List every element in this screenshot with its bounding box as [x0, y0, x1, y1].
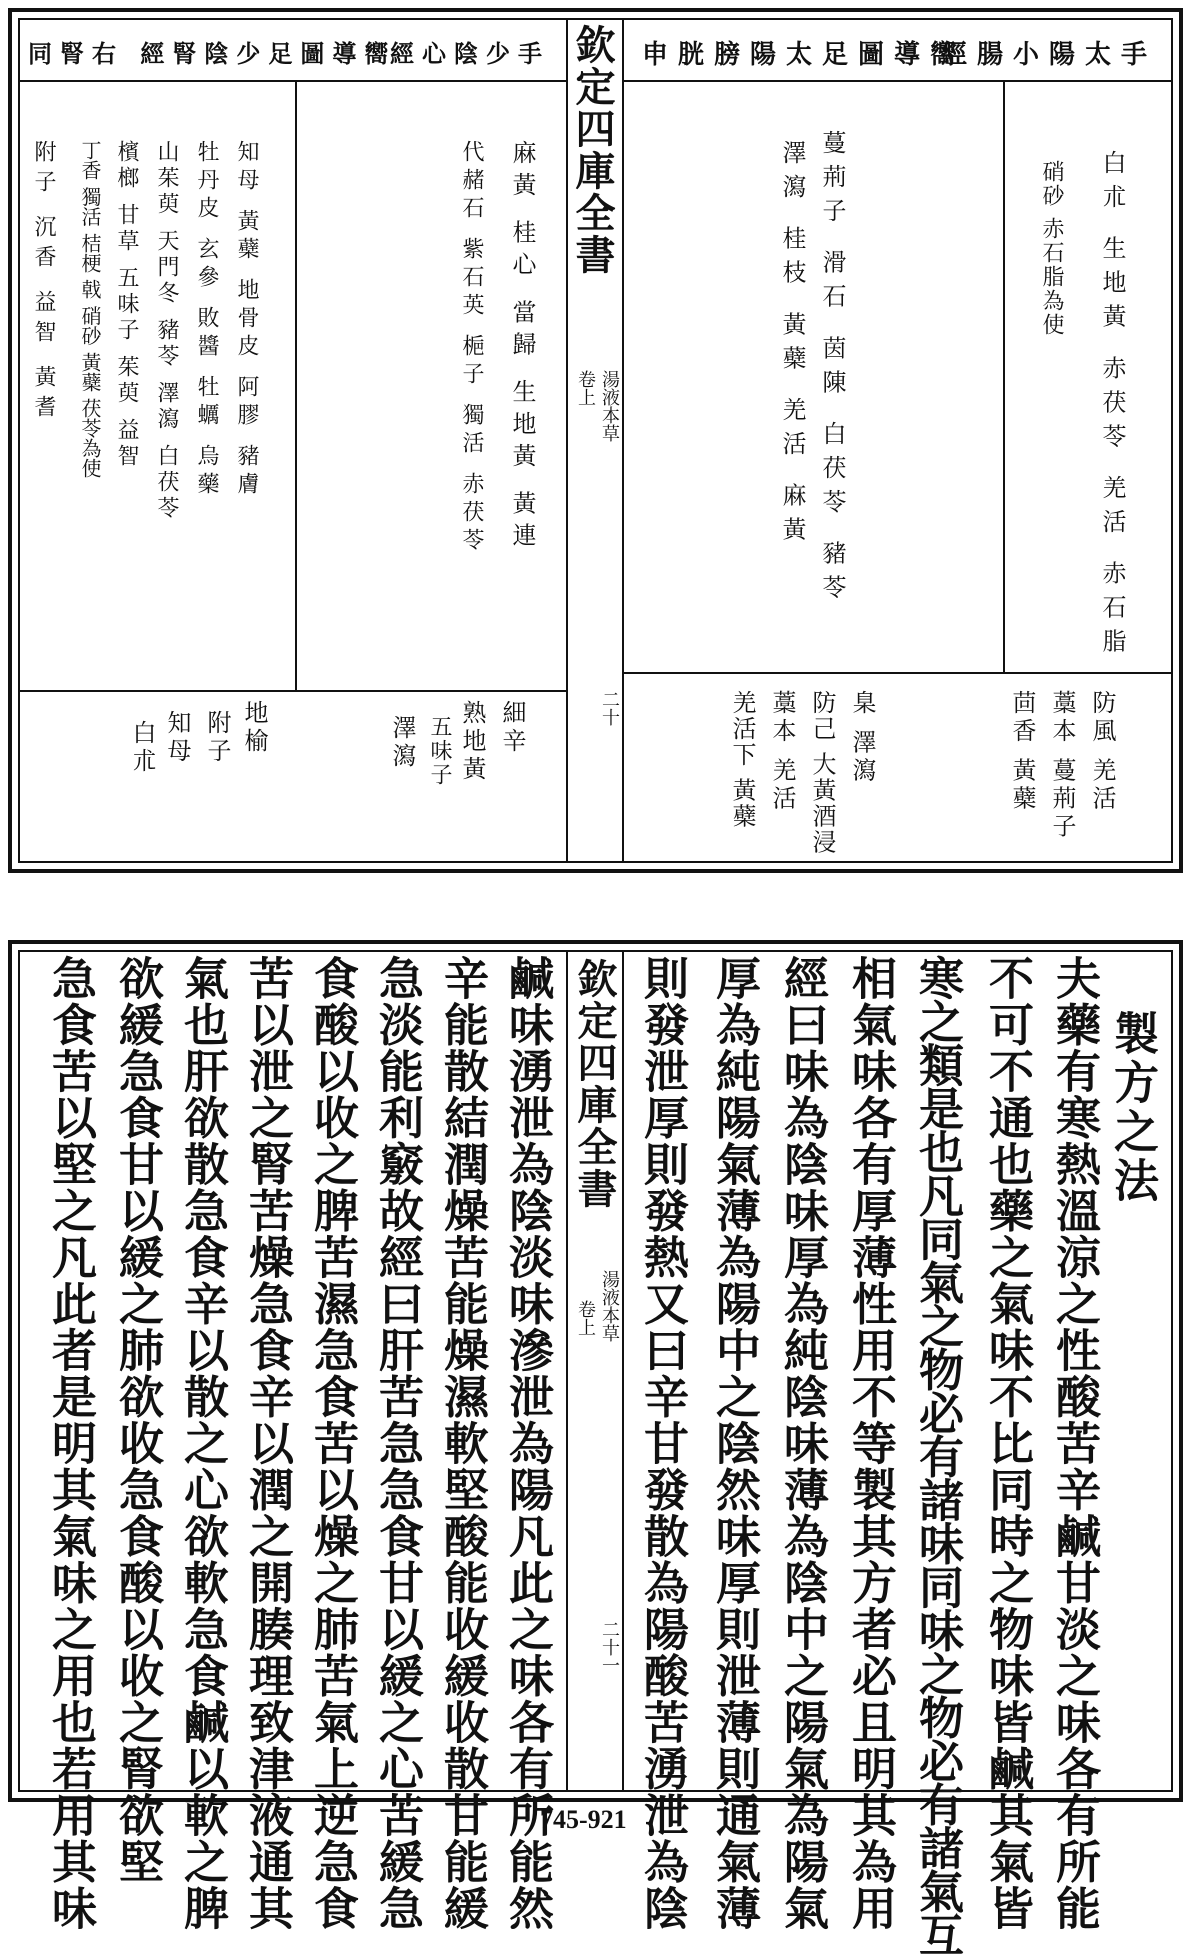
- bottom-text-column: 夫藥有寒熱溫涼之性酸苦辛鹹甘淡之味各有所能: [1048, 955, 1101, 1932]
- bottom-text-column: 寒之類是也凡同氣之物必有諸味同味之物必有諸氣互: [911, 955, 964, 1956]
- top-right-lower-herb: 臬 澤瀉: [848, 690, 876, 786]
- top-right-lower-herb: 羌活下 黃蘗: [728, 690, 756, 830]
- top-left-lower-herb: 澤瀉: [388, 715, 416, 771]
- bottom-center-title: 欽定四庫全書: [571, 958, 618, 1210]
- top-left-herb-col: 檳榔 甘草 五味子 茱萸 益智: [114, 140, 139, 470]
- top-right-herb-col: 白朮 生地黃 赤茯苓 羌活 赤石脂: [1098, 150, 1126, 663]
- bottom-center-page: 二十一: [599, 1620, 620, 1674]
- top-right-header: [622, 30, 1173, 74]
- top-right-lower-herb: 防風 羌活: [1088, 690, 1116, 814]
- bottom-center-book: 湯液本草: [599, 1270, 620, 1342]
- top-left-herb-col: 知母 黃蘗 地骨皮 阿膠 豬膚: [234, 140, 259, 500]
- top-left-herb-col: 牡丹皮 玄參 敗醬 牡蠣 烏藥: [194, 140, 219, 500]
- top-right-herb-col: 蔓荊子 滑石 茵陳 白茯苓 豬苓: [818, 130, 846, 609]
- top-right-herb-col: 澤瀉 桂枝 黃蘗 羌活 麻黃: [778, 140, 806, 551]
- top-left-lower-herb: 細辛: [498, 700, 526, 756]
- top-left-header: [18, 30, 566, 74]
- top-right-lower-herb: 藁本 羌活: [768, 690, 796, 814]
- footer-page-number: 745-921: [540, 1805, 627, 1834]
- bottom-heading: 製方之法: [1106, 1010, 1159, 1206]
- bottom-text-column: 苦以泄之腎苦燥急食辛以潤之開腠理致津液通其: [241, 955, 294, 1932]
- top-right-lower-herb: 防己 大黃酒浸: [808, 690, 836, 856]
- top-left-divider: [295, 80, 297, 690]
- top-center-book: 湯液本草: [599, 370, 620, 442]
- top-right-herb-col: 硝砂 赤石脂為使: [1039, 160, 1064, 337]
- top-left-lower-herb: 熟地黃: [458, 700, 486, 784]
- top-left-lower-herb: 附子: [203, 710, 231, 766]
- bottom-text-column: 急食苦以堅之凡此者是明其氣味之用也若用其味: [44, 955, 97, 1932]
- bottom-text-column: 相氣味各有厚薄性用不等製其方者必且明其為用: [844, 955, 897, 1932]
- bottom-spine-left: [566, 950, 568, 1792]
- top-center-title: 欽定四庫全書: [569, 24, 616, 276]
- top-header-rule-left: [18, 80, 566, 82]
- top-spine-right: [622, 18, 624, 863]
- top-lower-rule-right: [622, 672, 1173, 674]
- top-left-herb-col: 附子 沉香 益智 黃耆: [31, 140, 56, 425]
- top-header-rule-right: [622, 80, 1173, 82]
- bottom-text-column: 厚為純陽氣薄為陽中之陰然味厚則泄薄則通氣薄: [708, 955, 761, 1932]
- top-left-herb-col: 麻黃 桂心 當歸 生地黃 黃連: [508, 140, 536, 555]
- top-center-page: 二十: [599, 690, 620, 726]
- top-spine-left: [566, 18, 568, 863]
- bottom-text-column: 不可不通也藥之氣味不比同時之物味皆鹹其氣皆: [981, 955, 1034, 1932]
- bottom-text-column: 氣也肝欲散急食辛以散之心欲軟急食鹹以軟之脾: [176, 955, 229, 1932]
- top-right-divider: [1003, 80, 1005, 672]
- top-right-lower-herb: 藁本 蔓荊子: [1048, 690, 1076, 842]
- top-center-volume: 卷上: [575, 370, 596, 406]
- bottom-text-column: 食酸以收之脾苦濕急食苦以燥之肺苦氣上逆急食: [306, 955, 359, 1932]
- top-left-lower-herb: 五味子: [427, 715, 452, 787]
- top-left-herb-col: 代赭石 紫石英 梔子 獨活 赤茯苓: [459, 140, 484, 556]
- top-left-header-sub: 嚮導圖足少陰腎經 右腎同: [28, 39, 397, 68]
- top-right-header-main: 手太陽小腸經: [940, 40, 1157, 70]
- bottom-center-volume: 卷上: [575, 1300, 596, 1336]
- bottom-text-column: 鹹味湧泄為陰淡味滲泄為陽凡此之味各有所能然: [501, 955, 554, 1932]
- bottom-text-column: 急淡能利竅故經曰肝苦急急食甘以緩之心苦緩急: [371, 955, 424, 1932]
- bottom-text-column: 經曰味為陰味厚為純陰味薄為陰中之陽氣為陽氣: [776, 955, 829, 1932]
- top-lower-rule-left: [18, 690, 566, 692]
- top-right-header-sub: 嚮導圖足太陽膀胱申: [642, 40, 967, 70]
- top-left-lower-herb: 白朮: [128, 720, 156, 776]
- bottom-text-column: 則發泄厚則發熱又曰辛甘發散為陽酸苦湧泄為陰: [636, 955, 689, 1932]
- top-left-lower-herb: 知母: [163, 710, 191, 766]
- top-left-herb-col: 丁香 獨活 桔梗 戟 硝砂 黃蘗 茯苓為使: [78, 140, 102, 479]
- top-left-lower-herb: 地榆: [240, 700, 268, 756]
- bottom-text-column: 欲緩急食甘以緩之肺欲收急食酸以收之腎欲堅: [111, 955, 164, 1885]
- bottom-text-column: 辛能散結潤燥苦能燥濕軟堅酸能收緩收散甘能緩: [436, 955, 489, 1932]
- top-left-header-main: 手少陰心經: [390, 39, 550, 68]
- top-left-herb-col: 山茱萸 天門冬 豬苓 澤瀉 白茯苓: [154, 140, 179, 522]
- bottom-spine-right: [622, 950, 624, 1792]
- top-right-lower-herb: 茴香 黃蘗: [1008, 690, 1036, 814]
